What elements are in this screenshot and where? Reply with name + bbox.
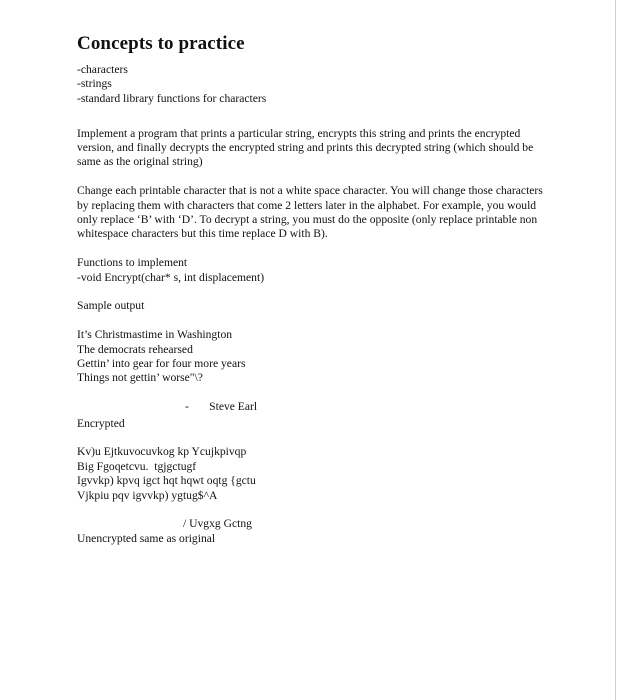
original-line: The democrats rehearsed [77, 342, 193, 356]
encrypted-label: Encrypted [77, 416, 125, 430]
concept-item: -standard library functions for characters [77, 91, 267, 105]
encrypted-attribution: / Uvgxg Gctng [183, 517, 252, 531]
encrypted-line: Vjkpiu pqv igvvkp) ygtug$^A [77, 488, 218, 502]
encrypted-text-block [77, 445, 557, 503]
document-content [77, 30, 557, 546]
original-text-block [77, 328, 557, 386]
function-signature: -void Encrypt(char* s, int displacement) [77, 270, 265, 284]
page-title: Concepts to practice [77, 33, 245, 54]
original-attribution: - Steve Earl [185, 400, 258, 414]
task-description: Implement a program that prints a particular string, encrypts this string and prints the encrypted version, and finally decrypts the encrypted string and prints this decrypted string (which should be same as the original string) [77, 126, 534, 169]
original-line: Gettin’ into gear for four more years [77, 357, 246, 371]
encrypted-line: Big Fgoqetcvu. tgjgctugf [77, 459, 197, 473]
functions-heading: Functions to implement [77, 256, 188, 270]
original-line: Things not gettin’ worse"\? [77, 371, 203, 385]
unencrypted-label: Unencrypted same as original [77, 531, 216, 545]
concept-item: -strings [77, 77, 112, 91]
page-edge [615, 0, 616, 700]
concepts-list [77, 63, 557, 106]
encrypted-line: Kv)u Ejtkuvocuvkog kp Ycujkpivqp [77, 445, 247, 459]
encryption-rules: Change each printable character that is not a white space character. You will change those characters by replacing them with characters that come 2 letters later in the alphabet. For example, you would only replace ‘B’ with ‘D’. To decrypt a string, you must do the opposite (only replace printable non whitespace characters but this time replace D with B). [77, 184, 543, 241]
original-line: It’s Christmastime in Washington [77, 328, 233, 342]
sample-output-heading: Sample output [77, 299, 145, 313]
concept-item: -characters [77, 63, 128, 76]
encrypted-line: Igvvkp) kpvq igct hqt hqwt oqtg {gctu [77, 474, 256, 488]
